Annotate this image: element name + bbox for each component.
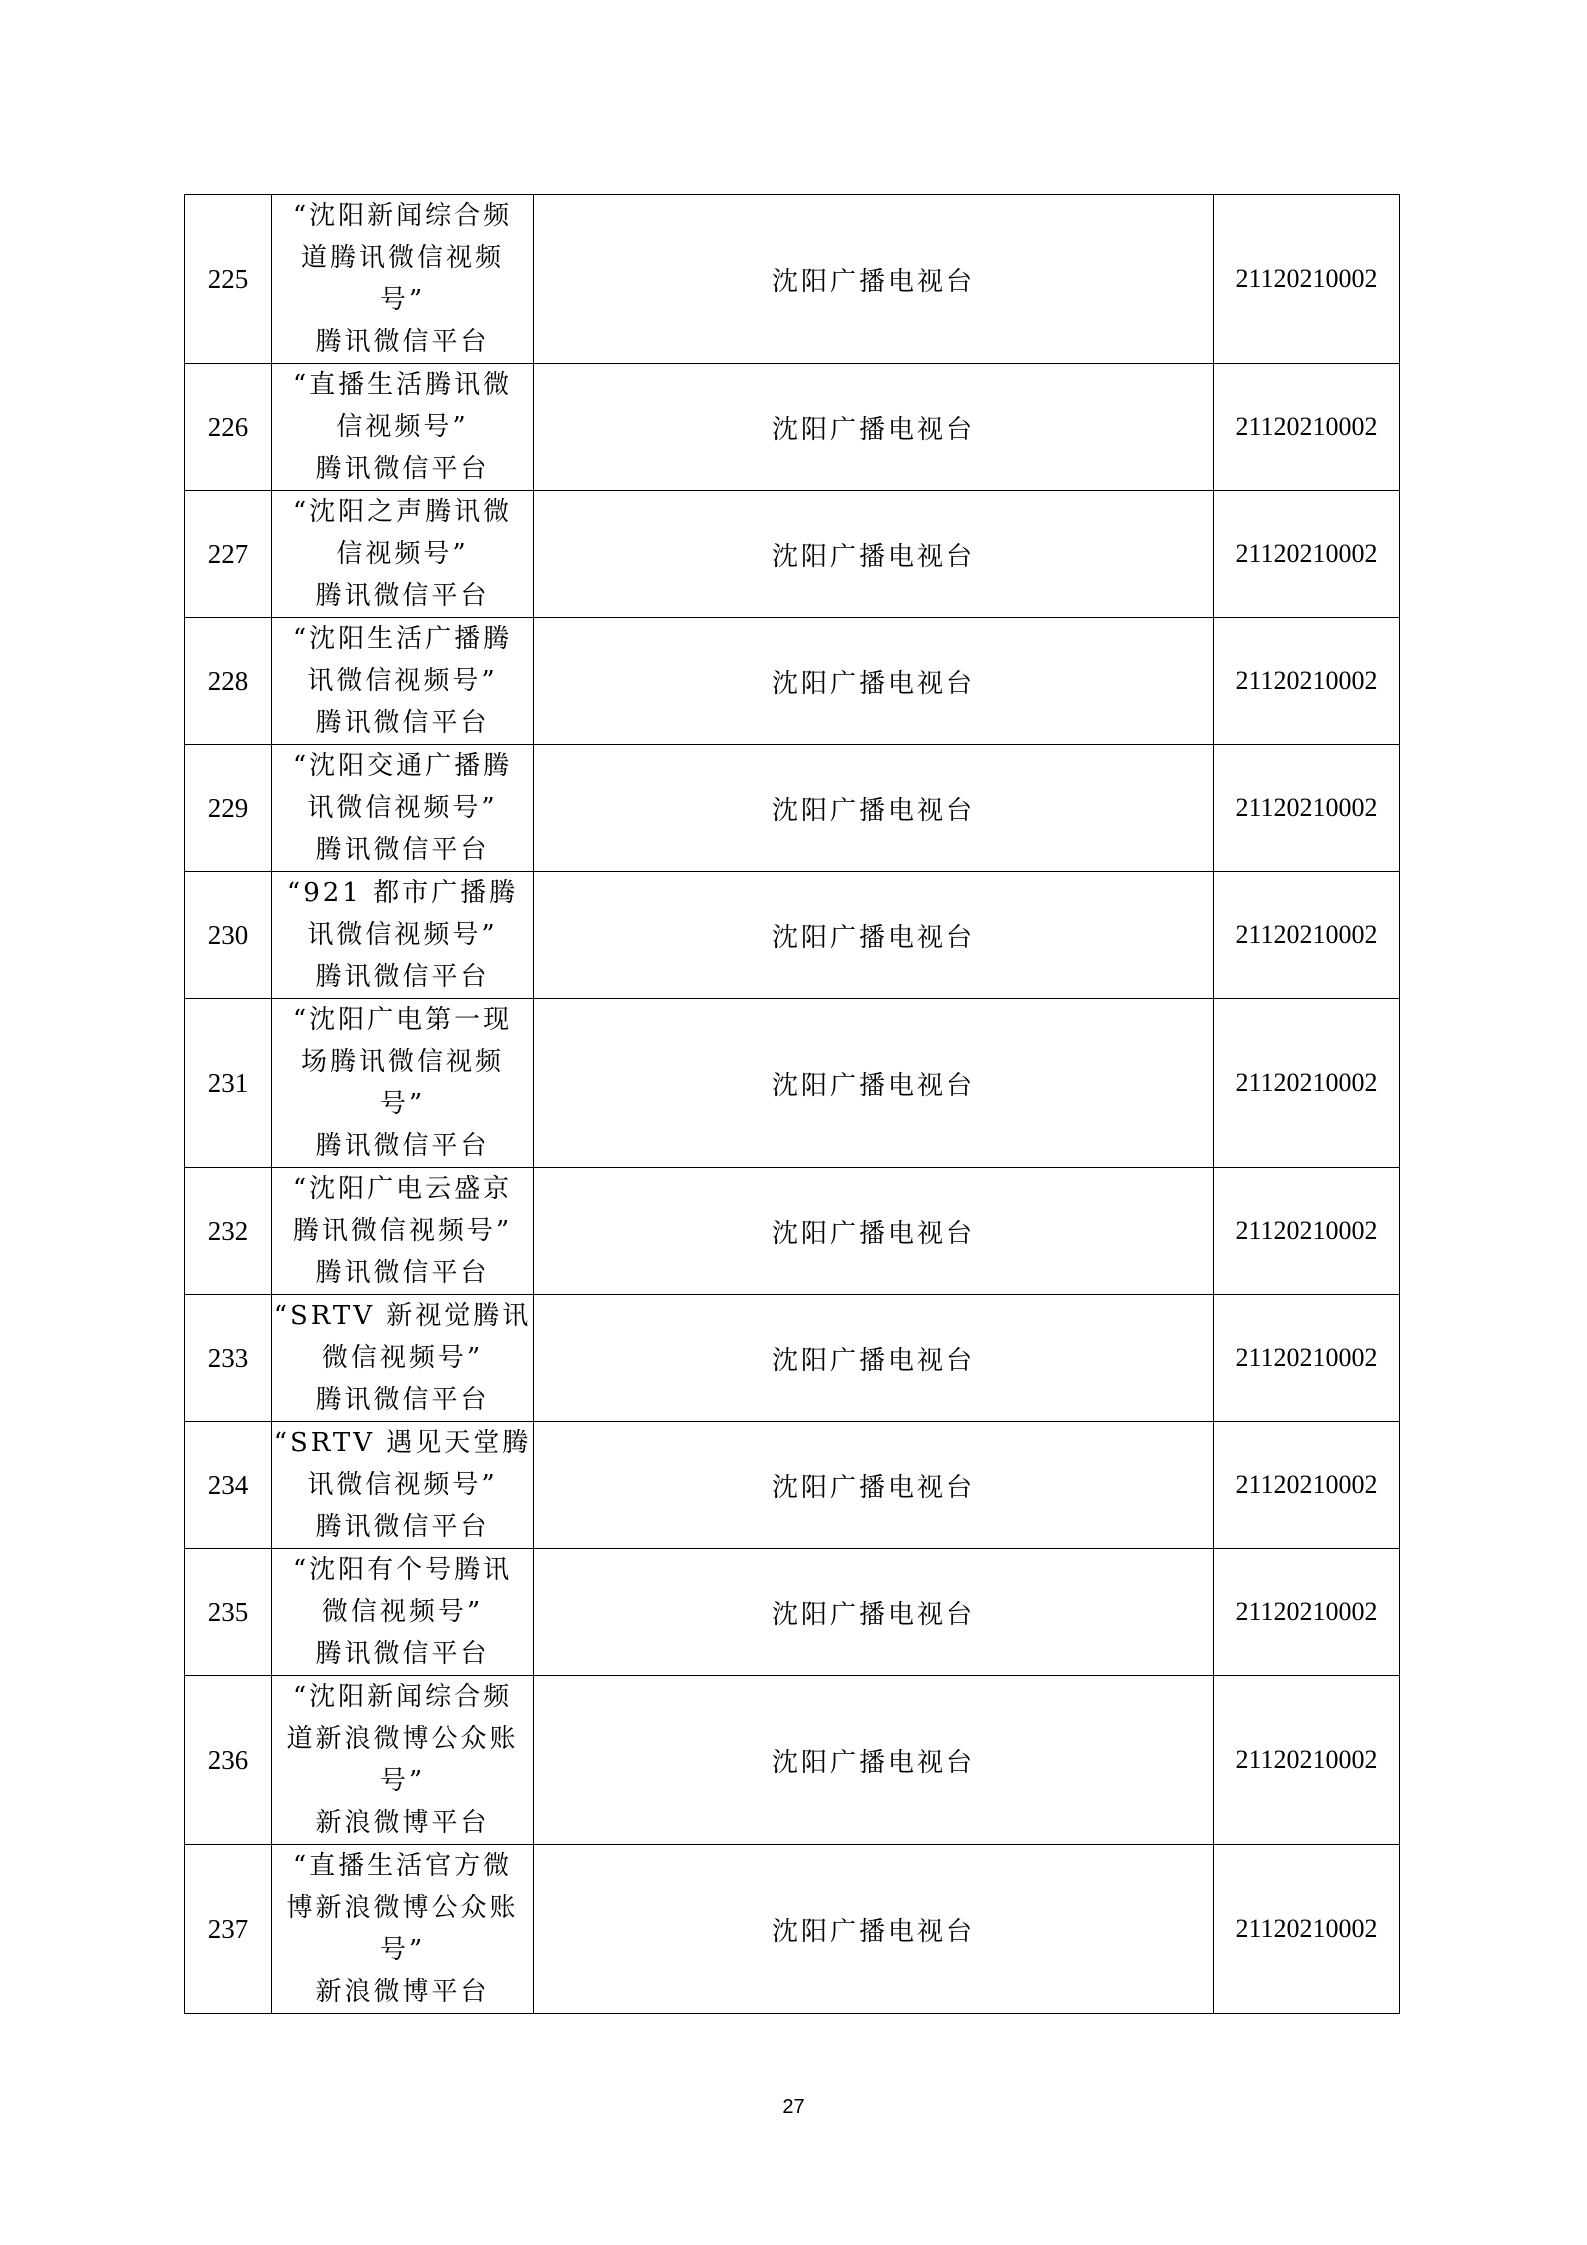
account-name-line: 号”	[379, 1935, 426, 1965]
organization-cell: 沈阳广播电视台	[534, 999, 1214, 1168]
account-name-line: 博新浪微博公众账	[286, 1893, 519, 1923]
account-name-cell	[272, 1168, 534, 1295]
table-row	[185, 1845, 1400, 2014]
account-name-line: 腾讯微信平台	[315, 1385, 490, 1415]
account-name-line: “沈阳新闻综合频	[292, 201, 513, 231]
account-name-cell	[272, 1845, 534, 2014]
organization-cell: 沈阳广播电视台	[534, 1676, 1214, 1845]
account-name-line: 腾讯微信平台	[315, 327, 490, 357]
organization-cell: 沈阳广播电视台	[534, 195, 1214, 364]
account-name-line: 号”	[379, 285, 426, 315]
row-index-cell: 233	[185, 1295, 272, 1422]
account-name-cell	[272, 745, 534, 872]
account-name-line: 腾讯微信视频号”	[292, 1216, 513, 1246]
account-name-cell	[272, 1676, 534, 1845]
page-number: 27	[782, 2096, 805, 2118]
organization-cell: 沈阳广播电视台	[534, 1422, 1214, 1549]
account-name-line: 腾讯微信平台	[315, 708, 490, 738]
account-name-line: 信视频号”	[336, 412, 469, 442]
table-row	[185, 1295, 1400, 1422]
account-name-line: 腾讯微信平台	[315, 454, 490, 484]
table-row	[185, 364, 1400, 491]
account-name-line: “沈阳广电云盛京	[292, 1174, 513, 1204]
license-code-cell: 21120210002	[1214, 999, 1400, 1168]
account-name-line: “沈阳生活广播腾	[292, 624, 513, 654]
table-row	[185, 491, 1400, 618]
account-name-line: 信视频号”	[336, 539, 469, 569]
table-row	[185, 1422, 1400, 1549]
account-name-cell	[272, 999, 534, 1168]
license-code-cell: 21120210002	[1214, 1845, 1400, 2014]
account-name-line: 腾讯微信平台	[315, 1258, 490, 1288]
license-code-cell: 21120210002	[1214, 1295, 1400, 1422]
table-body	[185, 195, 1400, 2014]
row-index-cell: 231	[185, 999, 272, 1168]
account-name-line: 微信视频号”	[321, 1597, 484, 1627]
table-row	[185, 195, 1400, 364]
account-name-line: “沈阳新闻综合频	[292, 1682, 513, 1712]
account-name-line: 道腾讯微信视频	[300, 243, 504, 273]
account-name-line: “沈阳广电第一现	[292, 1005, 513, 1035]
account-name-cell	[272, 364, 534, 491]
license-code-cell: 21120210002	[1214, 618, 1400, 745]
license-code-cell: 21120210002	[1214, 1168, 1400, 1295]
license-code-cell: 21120210002	[1214, 872, 1400, 999]
row-index-cell: 229	[185, 745, 272, 872]
account-name-cell	[272, 872, 534, 999]
account-name-cell	[272, 1549, 534, 1676]
account-name-line: 号”	[379, 1766, 426, 1796]
account-name-line: “SRTV 遇见天堂腾	[273, 1428, 532, 1458]
account-name-line: 讯微信视频号”	[307, 793, 498, 823]
account-name-line: 微信视频号”	[321, 1343, 484, 1373]
license-code-cell: 21120210002	[1214, 364, 1400, 491]
table-row	[185, 1168, 1400, 1295]
row-index-cell: 225	[185, 195, 272, 364]
account-name-line: 腾讯微信平台	[315, 1131, 490, 1161]
account-name-line: 腾讯微信平台	[315, 1639, 490, 1669]
row-index-cell: 236	[185, 1676, 272, 1845]
account-name-line: “直播生活官方微	[292, 1851, 513, 1881]
license-code-cell: 21120210002	[1214, 491, 1400, 618]
organization-cell: 沈阳广播电视台	[534, 1168, 1214, 1295]
account-name-line: 新浪微博平台	[315, 1808, 490, 1838]
account-name-cell	[272, 1422, 534, 1549]
table-row	[185, 745, 1400, 872]
table-row	[185, 1549, 1400, 1676]
account-name-line: 号”	[379, 1089, 426, 1119]
row-index-cell: 232	[185, 1168, 272, 1295]
account-name-line: 讯微信视频号”	[307, 1470, 498, 1500]
account-name-line: 讯微信视频号”	[307, 666, 498, 696]
license-code-cell: 21120210002	[1214, 745, 1400, 872]
account-name-cell	[272, 1295, 534, 1422]
organization-cell: 沈阳广播电视台	[534, 491, 1214, 618]
account-name-line: 腾讯微信平台	[315, 962, 490, 992]
organization-cell: 沈阳广播电视台	[534, 872, 1214, 999]
account-name-line: “直播生活腾讯微	[292, 370, 513, 400]
account-name-line: “921 都市广播腾	[286, 878, 519, 908]
row-index-cell: 235	[185, 1549, 272, 1676]
organization-cell: 沈阳广播电视台	[534, 1549, 1214, 1676]
row-index-cell: 228	[185, 618, 272, 745]
license-code-cell: 21120210002	[1214, 1676, 1400, 1845]
license-code-cell: 21120210002	[1214, 1422, 1400, 1549]
account-name-line: 腾讯微信平台	[315, 581, 490, 611]
table-row	[185, 999, 1400, 1168]
account-name-line: “沈阳交通广播腾	[292, 751, 513, 781]
account-name-line: 腾讯微信平台	[315, 1512, 490, 1542]
organization-cell: 沈阳广播电视台	[534, 364, 1214, 491]
account-name-cell	[272, 491, 534, 618]
organization-cell: 沈阳广播电视台	[534, 1295, 1214, 1422]
account-name-line: 道新浪微博公众账	[286, 1724, 519, 1754]
account-name-line: 场腾讯微信视频	[300, 1047, 504, 1077]
table-row	[185, 618, 1400, 745]
row-index-cell: 234	[185, 1422, 272, 1549]
account-name-line: “沈阳之声腾讯微	[292, 497, 513, 527]
table-row	[185, 1676, 1400, 1845]
account-name-line: “沈阳有个号腾讯	[292, 1555, 513, 1585]
table-row	[185, 872, 1400, 999]
license-code-cell: 21120210002	[1214, 1549, 1400, 1676]
account-name-cell	[272, 195, 534, 364]
account-name-line: 新浪微博平台	[315, 1977, 490, 2007]
account-name-line: 讯微信视频号”	[307, 920, 498, 950]
license-code-cell: 21120210002	[1214, 195, 1400, 364]
organization-cell: 沈阳广播电视台	[534, 1845, 1214, 2014]
account-name-line: “SRTV 新视觉腾讯	[273, 1301, 532, 1331]
row-index-cell: 237	[185, 1845, 272, 2014]
row-index-cell: 230	[185, 872, 272, 999]
organization-cell: 沈阳广播电视台	[534, 618, 1214, 745]
organization-cell: 沈阳广播电视台	[534, 745, 1214, 872]
row-index-cell: 226	[185, 364, 272, 491]
account-name-cell	[272, 618, 534, 745]
account-name-line: 腾讯微信平台	[315, 835, 490, 865]
registry-table	[184, 194, 1400, 2014]
row-index-cell: 227	[185, 491, 272, 618]
